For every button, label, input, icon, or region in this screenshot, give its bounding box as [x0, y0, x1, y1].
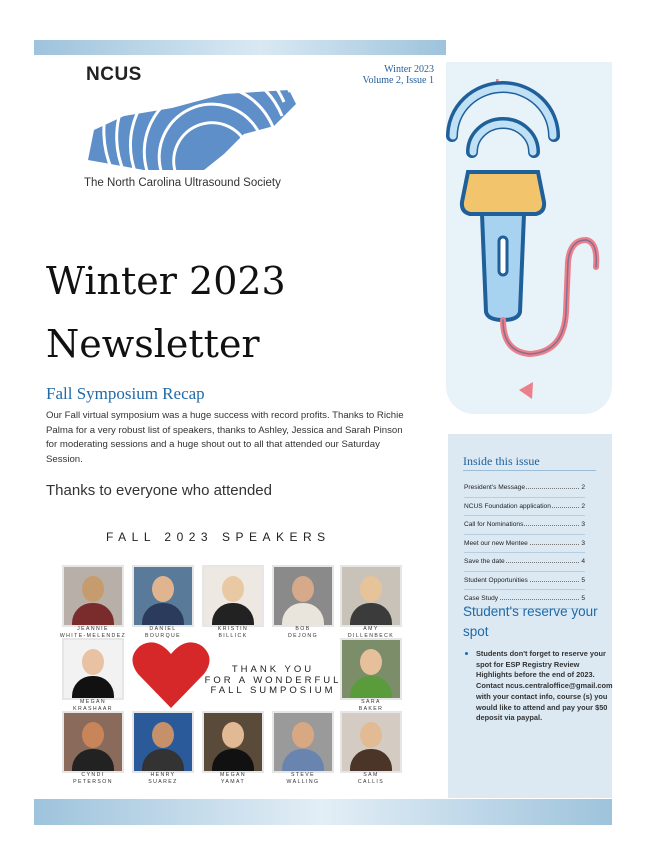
speaker-photo [340, 565, 402, 627]
divider [463, 470, 596, 471]
toc-item[interactable] [464, 479, 585, 498]
title-line-2: Newsletter [46, 322, 260, 366]
speaker-last-name: WALLING [286, 778, 320, 785]
speaker-first-name: CYNDI [81, 772, 105, 778]
table-of-contents [464, 479, 585, 609]
title-line-1: Winter 2023 [46, 259, 286, 303]
speaker-last-name: SUAREZ [148, 778, 178, 785]
speaker-last-name: DEJONG [287, 632, 319, 639]
thank-you-line-3: FALL SUMPOSIUM [210, 685, 336, 696]
thank-you-message [198, 665, 348, 697]
footer-bar [34, 799, 612, 825]
speaker-first-name: AMY [363, 626, 379, 632]
newsletter-title [46, 250, 286, 376]
speaker-first-name: SAM [363, 772, 379, 778]
speaker-first-name: JEANNIE [77, 626, 109, 632]
logo-society-name: The North Carolina Ultrasound Society [84, 177, 281, 189]
speaker-photo [202, 565, 264, 627]
toc-item-page: 2 [581, 502, 585, 510]
speakers-heading: FALL 2023 SPEAKERS [106, 530, 331, 544]
speaker-name [331, 772, 411, 785]
speaker-last-name: BAKER [358, 705, 384, 712]
reserve-text: Students don't forget to reserve your spot for ESP Registry Review Highlights before the end of 2023. Contact ncus.centraloffice@gmail.com with your contact info, course (s) you would like to attend and pay your $50 deposit via paypal. [476, 649, 613, 723]
speaker-photo [272, 711, 334, 773]
issue-info [363, 64, 434, 86]
speaker-last-name: KRASHAAR [73, 705, 113, 712]
speaker-name [53, 772, 133, 785]
toc-item-page: 3 [581, 521, 585, 528]
recap-heading: Fall Symposium Recap [46, 384, 205, 403]
speaker-last-name: BOURQUE [144, 632, 182, 639]
toc-item-title: Case Study [464, 595, 499, 602]
speaker-last-name: YAMAT [220, 778, 246, 785]
speaker-photo [202, 711, 264, 773]
speaker-photo [340, 638, 402, 700]
speaker-photo [272, 565, 334, 627]
speaker-name [193, 772, 273, 785]
speaker-photo [62, 711, 124, 773]
toc-item-title: Call for Nominations [464, 521, 524, 528]
issue-volume: Volume 2, Issue 1 [362, 75, 434, 86]
logo-acronym: NCUS [86, 64, 142, 85]
speaker-first-name: BOB [295, 626, 311, 632]
speaker-name [123, 626, 203, 639]
speaker-first-name: HENRY [150, 772, 176, 778]
speaker-last-name: PETERSON [73, 778, 113, 785]
reserve-heading: Student's reserve your spot [463, 604, 598, 639]
nc-state-logo-icon [84, 82, 304, 177]
speaker-photo [132, 711, 194, 773]
toc-item-title: Student Opportunities [464, 576, 528, 584]
speaker-name [123, 772, 203, 785]
thank-you-line-2: FOR A WONDERFUL [204, 674, 342, 686]
speaker-name [193, 626, 273, 639]
toc-item-title: Save the date [464, 558, 505, 565]
speaker-first-name: STEVE [290, 772, 315, 778]
toc-item[interactable] [464, 535, 585, 554]
recap-body: Our Fall virtual symposium was a huge success with record profits. Thanks to Richie Palma for a very robust list of speakers, thanks to Ashley, Jessica and Sarah Pinson for moderating sessions and a huge shout out to all that attended our Saturday Session. [46, 410, 404, 465]
speaker-first-name: DANIEL [149, 626, 177, 632]
speaker-first-name: MEGAN [219, 772, 247, 778]
toc-item-page: 4 [581, 558, 585, 565]
thanks-line: Thanks to everyone who attended [46, 482, 272, 499]
speaker-photo [62, 565, 124, 627]
toc-item[interactable] [464, 498, 585, 517]
toc-item-page: 2 [581, 484, 585, 491]
ultrasound-probe-icon [446, 62, 612, 414]
speaker-first-name: SARA [361, 699, 381, 705]
toc-item[interactable] [464, 553, 585, 572]
inside-issue-heading: Inside this issue [463, 454, 540, 468]
toc-item-title: NCUS Foundation application [464, 502, 551, 510]
speaker-last-name: WHITE-MELENDEZ [59, 632, 127, 639]
toc-item[interactable] [464, 516, 585, 535]
speaker-last-name: DILLENBECK [347, 632, 395, 639]
speaker-last-name: CALLIS [357, 778, 385, 785]
speaker-first-name: MEGAN [79, 699, 107, 705]
issue-date: Winter 2023 [384, 64, 434, 75]
toc-item-title: Meet our new Mentee [464, 539, 528, 547]
header-bar [34, 40, 446, 55]
speaker-photo [62, 638, 124, 700]
speaker-photo [132, 565, 194, 627]
bullet-icon [465, 652, 468, 655]
speaker-photo [340, 711, 402, 773]
toc-item-title: President's Message [464, 484, 525, 491]
toc-item[interactable] [464, 572, 585, 591]
thank-you-line-1: THANK YOU [231, 664, 315, 675]
toc-item-page: 5 [581, 595, 585, 602]
toc-item-page: 5 [581, 576, 585, 584]
speaker-first-name: KRISTIN [217, 626, 249, 632]
speaker-last-name: BILLICK [218, 632, 248, 639]
toc-item-page: 3 [581, 539, 585, 547]
